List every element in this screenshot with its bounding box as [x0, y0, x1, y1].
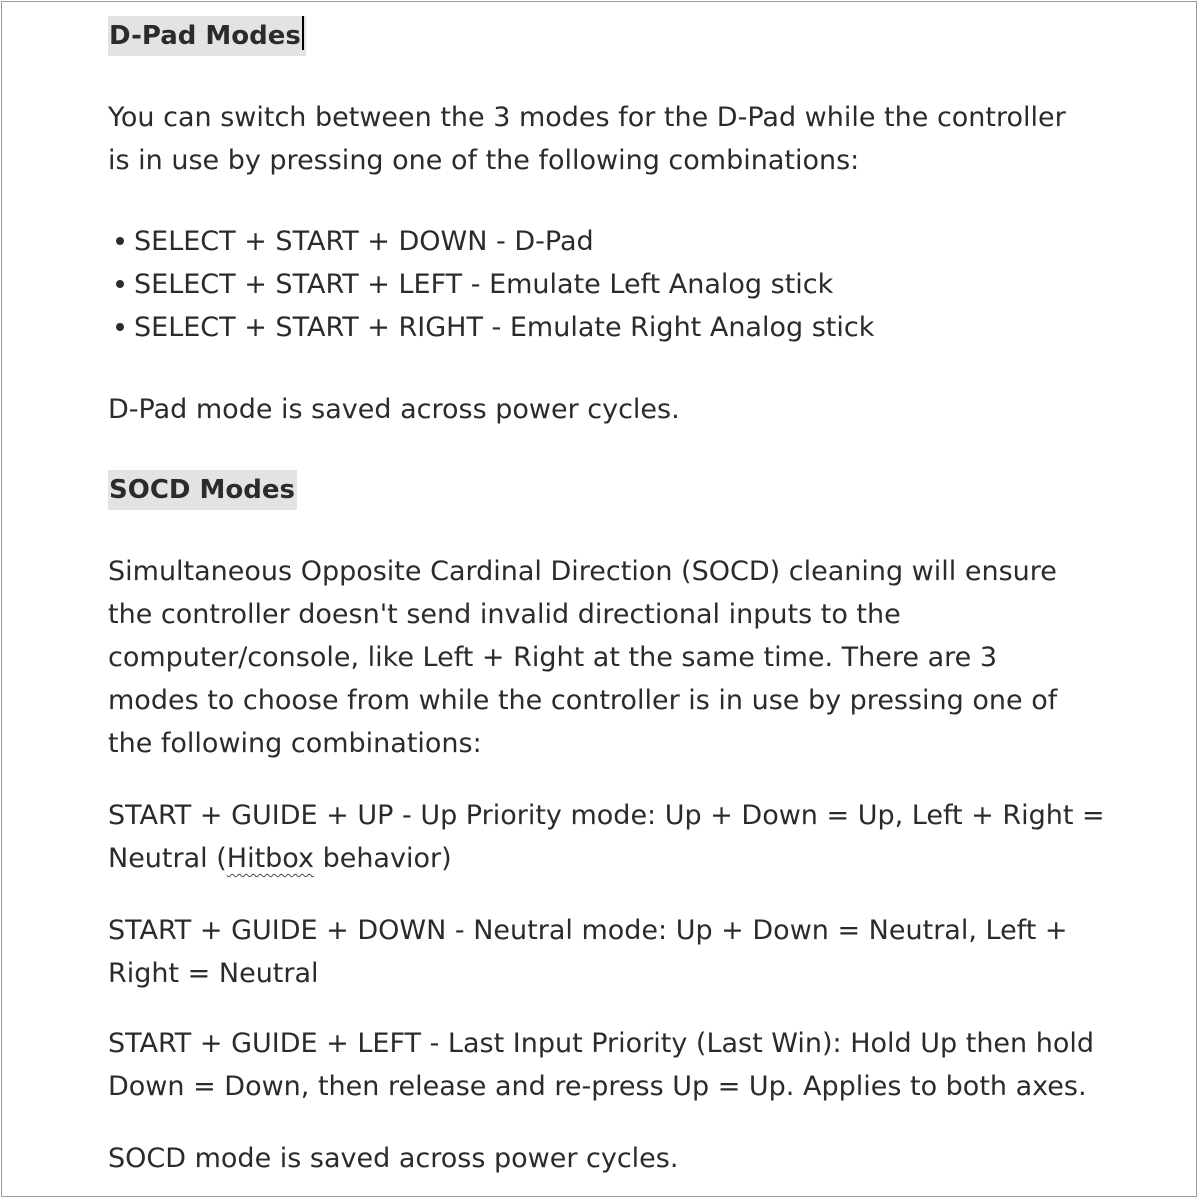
dpad-heading[interactable] — [108, 16, 306, 56]
socd-mode-up-line: START + GUIDE + UP - Up Priority mode: Up + Down = Up, Left + Right = — [108, 800, 1105, 831]
socd-intro-line: Simultaneous Opposite Cardinal Direction (SOCD) cleaning will ensure — [108, 556, 1057, 587]
dpad-intro — [108, 96, 1093, 182]
bullet-icon — [116, 237, 124, 245]
dpad-combination-list — [116, 220, 874, 349]
socd-mode-down-line: Right = Neutral — [108, 958, 319, 989]
list-item — [116, 220, 874, 263]
dpad-saved-note-text: D-Pad mode is saved across power cycles. — [108, 394, 680, 425]
socd-mode-up — [108, 794, 1105, 880]
socd-mode-down — [108, 909, 1093, 995]
dpad-saved-note — [108, 388, 1093, 431]
socd-mode-up-text: Neutral ( — [108, 843, 227, 874]
socd-intro-line: modes to choose from while the controller is in use by pressing one of — [108, 685, 1058, 716]
list-item — [116, 263, 874, 306]
socd-saved-note-text: SOCD mode is saved across power cycles. — [108, 1143, 679, 1174]
dpad-intro-line: You can switch between the 3 modes for the D-Pad while the controller — [108, 102, 1066, 133]
socd-mode-down-line: START + GUIDE + DOWN - Neutral mode: Up + Down = Neutral, Left + — [108, 915, 1068, 946]
list-item-text: SELECT + START + RIGHT - Emulate Right Analog stick — [134, 312, 875, 343]
list-item-text: SELECT + START + DOWN - D-Pad — [134, 226, 594, 257]
list-item-text: SELECT + START + LEFT - Emulate Left Analog stick — [134, 269, 834, 300]
socd-mode-left-line: Down = Down, then release and re-press Up = Up. Applies to both axes. — [108, 1071, 1087, 1102]
socd-mode-left — [108, 1022, 1093, 1108]
socd-heading-text: SOCD Modes — [109, 475, 295, 505]
socd-intro-line: the following combinations: — [108, 728, 482, 759]
socd-mode-up-text: behavior) — [313, 843, 452, 874]
bullet-icon — [116, 280, 124, 288]
socd-heading[interactable] — [108, 470, 297, 510]
socd-mode-left-line: START + GUIDE + LEFT - Last Input Priority (Last Win): Hold Up then hold — [108, 1028, 1095, 1059]
socd-saved-note — [108, 1137, 1093, 1180]
list-item — [116, 306, 874, 349]
socd-intro-line: computer/console, like Left + Right at the same time. There are 3 — [108, 642, 998, 673]
socd-intro — [108, 550, 1093, 765]
socd-mode-up-line — [108, 837, 1093, 880]
socd-intro-line: the controller doesn't send invalid directional inputs to the — [108, 599, 901, 630]
text-cursor — [302, 16, 304, 50]
dpad-intro-line: is in use by pressing one of the following combinations: — [108, 145, 860, 176]
dpad-heading-text: D-Pad Modes — [109, 21, 301, 51]
bullet-icon — [116, 323, 124, 331]
spellcheck-flagged-word[interactable]: Hitbox — [226, 843, 314, 874]
